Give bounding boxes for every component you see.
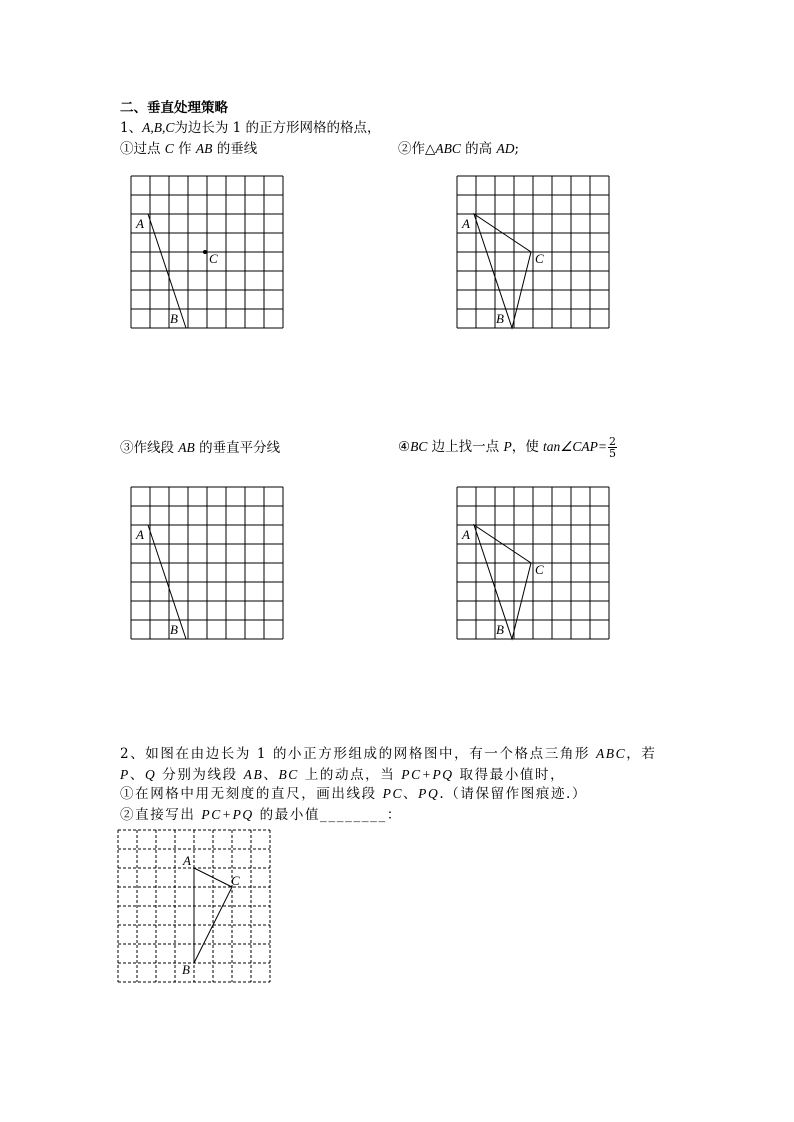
q2-text: 、	[129, 767, 145, 783]
label-b: B	[496, 311, 504, 326]
q1-part-2	[398, 140, 519, 158]
part-var: C	[164, 141, 174, 156]
grid-lines	[457, 487, 609, 639]
section-heading: 二、垂直处理策略	[120, 100, 228, 116]
q2-text: 、	[403, 786, 419, 802]
label-c: C	[535, 562, 544, 577]
part-text: 过点	[133, 141, 165, 157]
part-marker: ②	[398, 141, 412, 157]
part-text: 作线段	[133, 440, 179, 456]
q1-number: 1、	[120, 120, 143, 136]
q2-text: 分别为线段	[156, 767, 244, 783]
q1-points: A,B,C	[142, 120, 175, 135]
q2-text: ，若	[626, 746, 657, 762]
label-b: B	[170, 622, 178, 637]
part-marker: ④	[398, 439, 411, 455]
q2-var: PC+PQ	[201, 807, 254, 822]
grid-lines	[131, 487, 283, 639]
label-a: A	[462, 527, 470, 542]
q2-text: ②直接写出	[120, 807, 202, 823]
point-c	[203, 250, 207, 254]
part-marker: ③	[120, 440, 134, 456]
q2-var: PC+PQ	[401, 767, 454, 782]
q2-text: 、	[263, 767, 279, 783]
q2-text: 取得最小值时，	[453, 767, 566, 783]
q2-var: P	[120, 767, 130, 782]
part-text: ，使	[511, 439, 544, 455]
label-a: A	[136, 527, 144, 542]
q2-var: ABC	[595, 746, 627, 761]
q1-part-1	[120, 140, 257, 158]
q2-line-4	[120, 806, 402, 824]
figure-5-dashed-grid	[118, 830, 270, 982]
q2-var: PC	[382, 786, 404, 801]
fraction-numerator: 2	[608, 435, 616, 448]
q2-var: AB	[243, 767, 264, 782]
part-text: 的垂线	[212, 141, 258, 157]
part-text: 边上找一点	[427, 439, 504, 455]
q2-text: 2、如图在由边长为 1 的小正方形组成的网格图中，有一个格点三角形	[120, 746, 596, 762]
part-var: AB	[195, 141, 213, 156]
part-var: P	[503, 439, 512, 454]
part-var: AB	[178, 440, 195, 455]
fraction	[608, 436, 617, 459]
label-a: A	[136, 216, 144, 231]
grid-lines	[457, 176, 609, 328]
figure-4-grid	[454, 484, 614, 644]
q1-part-3	[120, 439, 280, 457]
q2-text: 的最小值________：	[253, 807, 402, 823]
part-marker: ①	[120, 141, 134, 157]
part-text: ;	[514, 141, 520, 157]
tan-expression: tan∠CAP=	[543, 439, 607, 454]
label-b: B	[496, 622, 504, 637]
figure-2-grid	[454, 173, 614, 333]
figure-3-grid	[128, 484, 288, 644]
q2-text: ①在网格中用无刻度的直尺，画出线段	[120, 786, 383, 802]
label-b: B	[182, 962, 190, 977]
part-text: 作	[173, 141, 196, 157]
label-c: C	[231, 873, 240, 888]
part-var: ABC	[435, 141, 461, 156]
q2-line-1	[120, 745, 656, 763]
label-a: A	[183, 853, 191, 868]
q1-part-4	[398, 436, 617, 459]
label-c: C	[535, 251, 544, 266]
label-a: A	[462, 216, 470, 231]
label-c: C	[209, 251, 218, 266]
part-text: 的垂直平分线	[194, 440, 281, 456]
q2-text: 上的动点，当	[298, 767, 402, 783]
fraction-denominator: 5	[608, 447, 616, 460]
part-text: 的高	[460, 141, 497, 157]
figure-1-grid	[128, 173, 288, 333]
q2-line-3	[120, 785, 587, 803]
q2-var: Q	[144, 767, 157, 782]
q1-intro-text: 为边长为 1 的正方形网格的格点，	[174, 120, 381, 136]
q2-text: .（请保留作图痕迹.）	[439, 786, 588, 802]
q2-var: BC	[278, 767, 299, 782]
label-b: B	[170, 311, 178, 326]
q2-line-2	[120, 766, 565, 784]
part-text: 作△	[411, 141, 436, 157]
part-var: BC	[410, 439, 428, 454]
q2-var: PQ	[418, 786, 440, 801]
q1-intro	[120, 119, 381, 137]
part-var: AD	[496, 141, 515, 156]
